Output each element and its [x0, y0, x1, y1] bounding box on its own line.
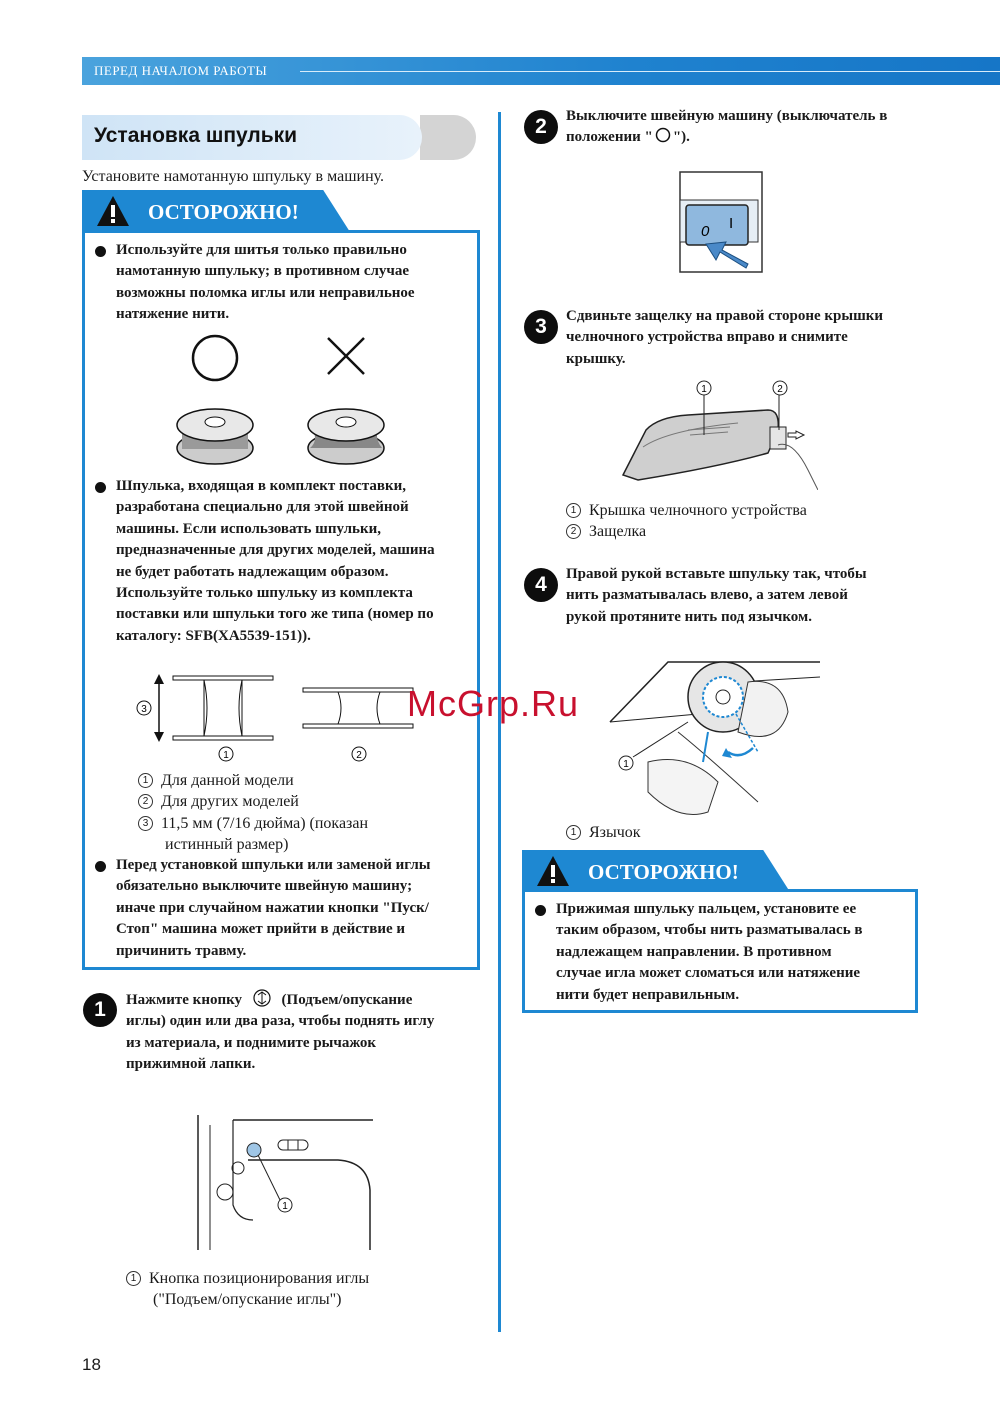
bobbin-legend: 1 Для данной модели 2 Для других моделей 3 11,5 мм (7/16 дюйма) (показан истинный размер) [138, 770, 468, 856]
step-4-legend: 1 Язычок [566, 822, 906, 843]
bullet-dot [95, 482, 106, 493]
svg-text:3: 3 [141, 704, 147, 715]
bobbin-profile-diagram [130, 668, 430, 773]
section-intro: Установите намотанную шпульку в машину. [82, 168, 385, 185]
caution-bullet-correct-bobbin: Используйте для шитья только правильно намотанную шпульку; в противном случае возможны поломка иглы или неправильное натяжение нити. [116, 242, 415, 323]
power-switch-illustration [676, 170, 766, 280]
needle-button-icon [247, 1143, 261, 1157]
step-2-text: Выключите швейную машину (выключатель в положении " "). [566, 108, 888, 146]
step-3-badge: 3 [524, 310, 558, 344]
svg-text:I: I [729, 215, 734, 232]
step-4-badge: 4 [524, 568, 558, 602]
warning-icon [535, 854, 571, 893]
step-1-legend: 1 Кнопка позиционирования иглы ("Подъем/опускание иглы") [126, 1268, 471, 1311]
bobbin-correct-icon [177, 409, 253, 464]
svg-text:2: 2 [356, 750, 362, 761]
bullet-dot [535, 905, 546, 916]
step-3-legend: 1 Крышка челночного устройства 2 Защелка [566, 500, 906, 543]
warning-icon [95, 194, 131, 233]
power-off-circle-icon [655, 127, 671, 143]
svg-text:0: 0 [701, 223, 710, 240]
page-number: 18 [82, 1355, 101, 1374]
svg-text:1: 1 [223, 750, 229, 761]
caution-title: ОСТОРОЖНО! [148, 200, 299, 224]
svg-text:1: 1 [282, 1201, 288, 1212]
latch-icon [770, 427, 786, 449]
caution-bullet-bobbin-type: Шпулька, входящая в комплект поставки, разработана специально для этой швейной машины. Если использовать шпульки, предназначенные для других моделей, машина не будет работать надлежащим образом. Используйте только шпульку из комплекта поставки или шпульки того же типа (номер по каталогу: SFB(XA5539-151)). [116, 478, 435, 644]
step-3-text: Сдвиньте защелку на правой стороне крышки челночного устройства вправо и снимите крышку. [566, 308, 884, 367]
needle-position-icon [252, 989, 272, 1007]
section-title: Установка шпульки [94, 124, 298, 147]
watermark: McGrp.Ru [407, 683, 580, 724]
step-2-badge: 2 [524, 110, 558, 144]
bobbin-wrong-icon [308, 409, 384, 464]
caution-2-title: ОСТОРОЖНО! [588, 860, 739, 884]
step-1-badge: 1 [83, 993, 117, 1027]
svg-text:1: 1 [701, 384, 707, 395]
caution-2-text: Прижимая шпульку пальцем, установите ее таким образом, чтобы нить разматывалась в надлежащем направлении. В противном случае игла может сломаться или натяжение нити будет неправильным. [556, 901, 863, 1003]
correct-mark-icon [193, 336, 237, 380]
bullet-dot [95, 246, 106, 257]
needle-button-illustration [188, 1110, 388, 1260]
power-switch-icon [686, 205, 748, 245]
header-title: ПЕРЕД НАЧАЛОМ РАБОТЫ [94, 63, 268, 78]
bobbin-comparison-illustration [160, 330, 420, 475]
section-title-tab [420, 115, 476, 160]
step-4-text: Правой рукой вставьте шпульку так, чтобы нить разматывалась влево, а затем левой рукой протяните нить под язычком. [566, 566, 867, 625]
caution-bullet-power-off: Перед установкой шпульки или заменой иглы обязательно выключите швейную машину; иначе при случайном нажатии кнопки "Пуск/ Стоп" машина может прийти в действие и причинить травму. [116, 857, 431, 959]
bobbin-insert-illustration [608, 652, 823, 832]
bullet-dot [95, 861, 106, 872]
svg-text:1: 1 [623, 759, 629, 770]
header-rule [300, 71, 1000, 72]
step-1-text: Нажмите кнопку (Подъем/опускание иглы) один или два раза, чтобы поднять иглу из материала, и поднимите рычажок прижимной лапки. [126, 989, 471, 1076]
shuttle-cover-illustration [618, 375, 818, 495]
press-arrow-icon [706, 242, 748, 268]
svg-text:2: 2 [777, 384, 783, 395]
